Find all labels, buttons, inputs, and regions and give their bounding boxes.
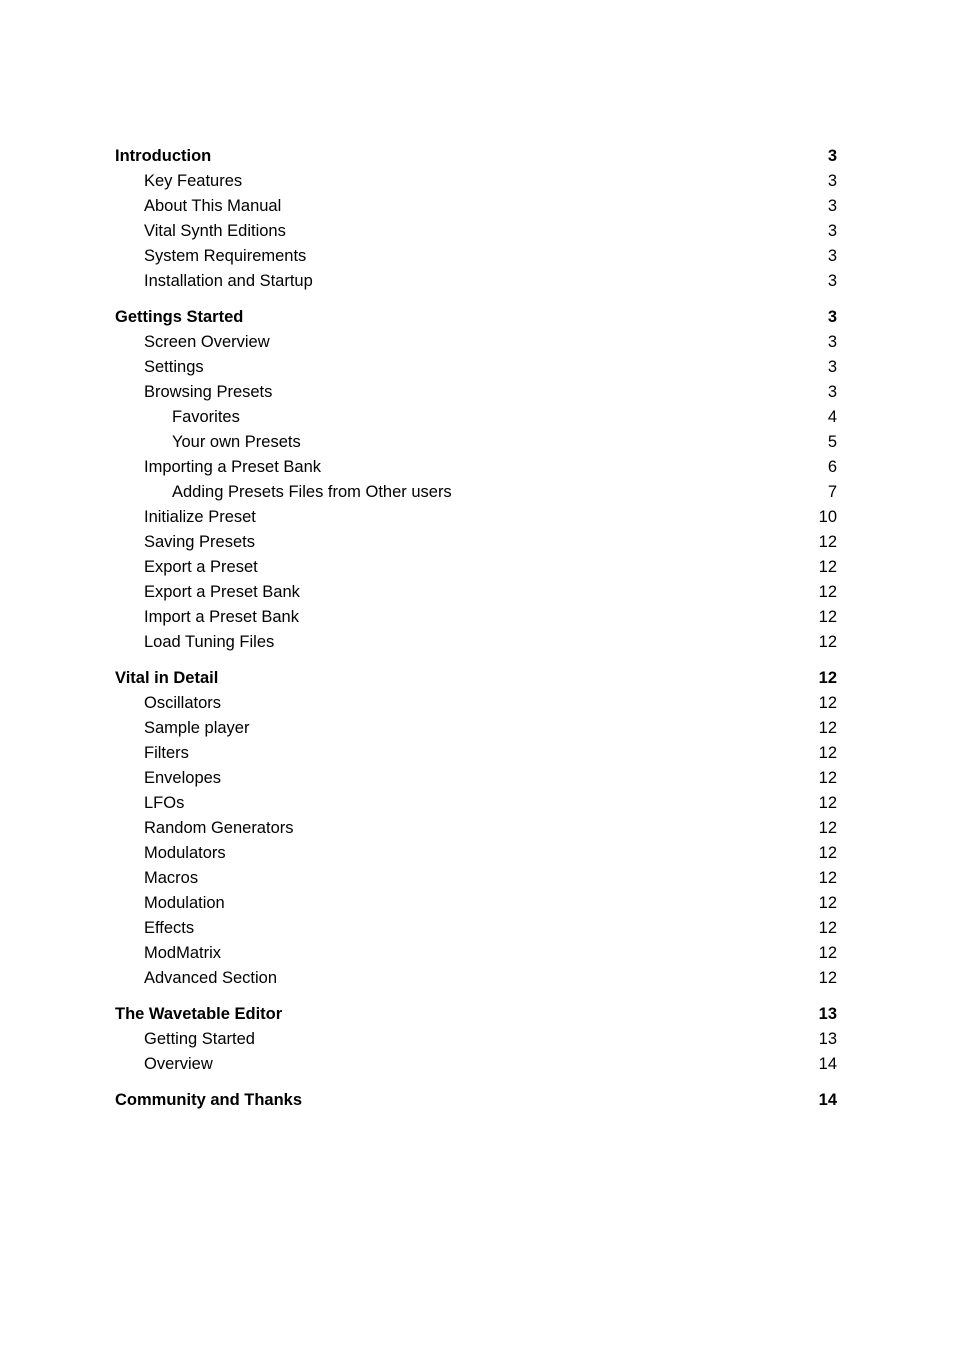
toc-entry-page-number: 13 xyxy=(818,1030,837,1048)
toc-entry-title: Advanced Section xyxy=(144,969,278,987)
toc-entry[interactable] xyxy=(115,555,837,580)
toc-entry-page-number: 3 xyxy=(827,358,837,376)
toc-entry-page-number: 12 xyxy=(818,844,837,862)
toc-entry[interactable] xyxy=(115,966,837,991)
toc-entry-title: Introduction xyxy=(115,147,212,165)
toc-section[interactable] xyxy=(115,1088,837,1113)
toc-entry-title: Macros xyxy=(144,869,199,887)
toc-entry[interactable] xyxy=(115,691,837,716)
toc-entry-title: About This Manual xyxy=(144,197,282,215)
toc-entry-title: Browsing Presets xyxy=(144,383,273,401)
toc-entry-title: Oscillators xyxy=(144,694,222,712)
toc-entry[interactable] xyxy=(115,741,837,766)
toc-entry-page-number: 13 xyxy=(818,1005,837,1023)
toc-entry-page-number: 12 xyxy=(818,694,837,712)
toc-entry-page-number: 3 xyxy=(827,247,837,265)
toc-entry[interactable] xyxy=(115,791,837,816)
toc-entry[interactable] xyxy=(115,605,837,630)
toc-entry-page-number: 12 xyxy=(818,869,837,887)
toc-entry-page-number: 12 xyxy=(818,919,837,937)
toc-entry-page-number: 12 xyxy=(818,969,837,987)
toc-entry-page-number: 12 xyxy=(818,669,837,687)
toc-entry-page-number: 12 xyxy=(818,819,837,837)
toc-entry-title: Gettings Started xyxy=(115,308,244,326)
toc-entry[interactable] xyxy=(115,1052,837,1077)
toc-entry[interactable] xyxy=(115,330,837,355)
toc-entry-title: Installation and Startup xyxy=(144,272,313,290)
toc-entry-title: Screen Overview xyxy=(144,333,270,351)
toc-entry-title: Your own Presets xyxy=(172,433,301,451)
toc-entry-page-number: 3 xyxy=(827,147,837,165)
toc-entry-title: LFOs xyxy=(144,794,185,812)
toc-entry[interactable] xyxy=(115,841,837,866)
toc-entry[interactable] xyxy=(115,816,837,841)
toc-entry[interactable] xyxy=(115,194,837,219)
toc-entry[interactable] xyxy=(115,916,837,941)
toc-entry-title: Overview xyxy=(144,1055,213,1073)
toc-entry-title: Saving Presets xyxy=(144,533,255,551)
toc-subentry[interactable] xyxy=(115,480,837,505)
toc-entry[interactable] xyxy=(115,269,837,294)
toc-entry-title: Vital Synth Editions xyxy=(144,222,286,240)
toc-section[interactable] xyxy=(115,666,837,691)
toc-entry-title: Modulation xyxy=(144,894,225,912)
toc-entry-page-number: 3 xyxy=(827,383,837,401)
toc-entry[interactable] xyxy=(115,169,837,194)
toc-entry-page-number: 12 xyxy=(818,633,837,651)
toc-entry[interactable] xyxy=(115,455,837,480)
toc-entry-title: Vital in Detail xyxy=(115,669,219,687)
toc-entry-page-number: 3 xyxy=(827,172,837,190)
toc-entry[interactable] xyxy=(115,219,837,244)
toc-entry-page-number: 12 xyxy=(818,533,837,551)
toc-entry[interactable] xyxy=(115,355,837,380)
toc-entry-page-number: 12 xyxy=(818,558,837,576)
toc-entry-page-number: 3 xyxy=(827,333,837,351)
toc-entry-page-number: 5 xyxy=(827,433,837,451)
toc-entry-title: Favorites xyxy=(172,408,240,426)
toc-entry-title: Settings xyxy=(144,358,204,376)
toc-entry-title: The Wavetable Editor xyxy=(115,1005,283,1023)
toc-entry-page-number: 14 xyxy=(818,1091,837,1109)
toc-entry[interactable] xyxy=(115,530,837,555)
toc-entry-page-number: 10 xyxy=(818,508,837,526)
toc-entry-title: Import a Preset Bank xyxy=(144,608,299,626)
toc-entry-page-number: 3 xyxy=(827,222,837,240)
toc-entry-page-number: 12 xyxy=(818,583,837,601)
toc-entry-page-number: 12 xyxy=(818,944,837,962)
toc-entry-title: ModMatrix xyxy=(144,944,222,962)
toc-entry-title: Load Tuning Files xyxy=(144,633,275,651)
toc-section[interactable] xyxy=(115,305,837,330)
toc-entry-page-number: 12 xyxy=(818,744,837,762)
toc-entry[interactable] xyxy=(115,630,837,655)
toc-entry-page-number: 12 xyxy=(818,794,837,812)
toc-subentry[interactable] xyxy=(115,430,837,455)
toc-entry-title: Initialize Preset xyxy=(144,508,256,526)
toc-section[interactable] xyxy=(115,1002,837,1027)
toc-entry-title: Export a Preset xyxy=(144,558,258,576)
toc-entry-title: Export a Preset Bank xyxy=(144,583,300,601)
toc-entry[interactable] xyxy=(115,1027,837,1052)
toc-entry[interactable] xyxy=(115,244,837,269)
toc-entry-title: Filters xyxy=(144,744,189,762)
toc-entry-page-number: 3 xyxy=(827,272,837,290)
toc-entry-title: Modulators xyxy=(144,844,226,862)
toc-entry[interactable] xyxy=(115,505,837,530)
toc-entry[interactable] xyxy=(115,766,837,791)
toc-entry-page-number: 12 xyxy=(818,608,837,626)
toc-entry-page-number: 4 xyxy=(827,408,837,426)
toc-subentry[interactable] xyxy=(115,405,837,430)
toc-section[interactable] xyxy=(115,144,837,169)
toc-entry[interactable] xyxy=(115,866,837,891)
toc-entry-title: Adding Presets Files from Other users xyxy=(172,483,452,501)
table-of-contents xyxy=(115,144,837,1113)
toc-entry[interactable] xyxy=(115,580,837,605)
toc-entry-title: Effects xyxy=(144,919,195,937)
toc-entry-page-number: 12 xyxy=(818,769,837,787)
toc-entry-title: Community and Thanks xyxy=(115,1091,303,1109)
toc-entry[interactable] xyxy=(115,716,837,741)
toc-entry-page-number: 12 xyxy=(818,894,837,912)
toc-entry-title: Random Generators xyxy=(144,819,294,837)
toc-entry-page-number: 6 xyxy=(827,458,837,476)
toc-entry[interactable] xyxy=(115,891,837,916)
toc-entry[interactable] xyxy=(115,380,837,405)
toc-entry-page-number: 7 xyxy=(827,483,837,501)
toc-entry-title: Getting Started xyxy=(144,1030,255,1048)
toc-entry-title: Sample player xyxy=(144,719,250,737)
toc-entry-title: Envelopes xyxy=(144,769,222,787)
toc-entry-page-number: 12 xyxy=(818,719,837,737)
toc-entry-title: Key Features xyxy=(144,172,243,190)
toc-entry-page-number: 3 xyxy=(827,197,837,215)
toc-entry-page-number: 3 xyxy=(827,308,837,326)
toc-entry[interactable] xyxy=(115,941,837,966)
toc-entry-title: System Requirements xyxy=(144,247,307,265)
toc-entry-title: Importing a Preset Bank xyxy=(144,458,322,476)
toc-entry-page-number: 14 xyxy=(818,1055,837,1073)
